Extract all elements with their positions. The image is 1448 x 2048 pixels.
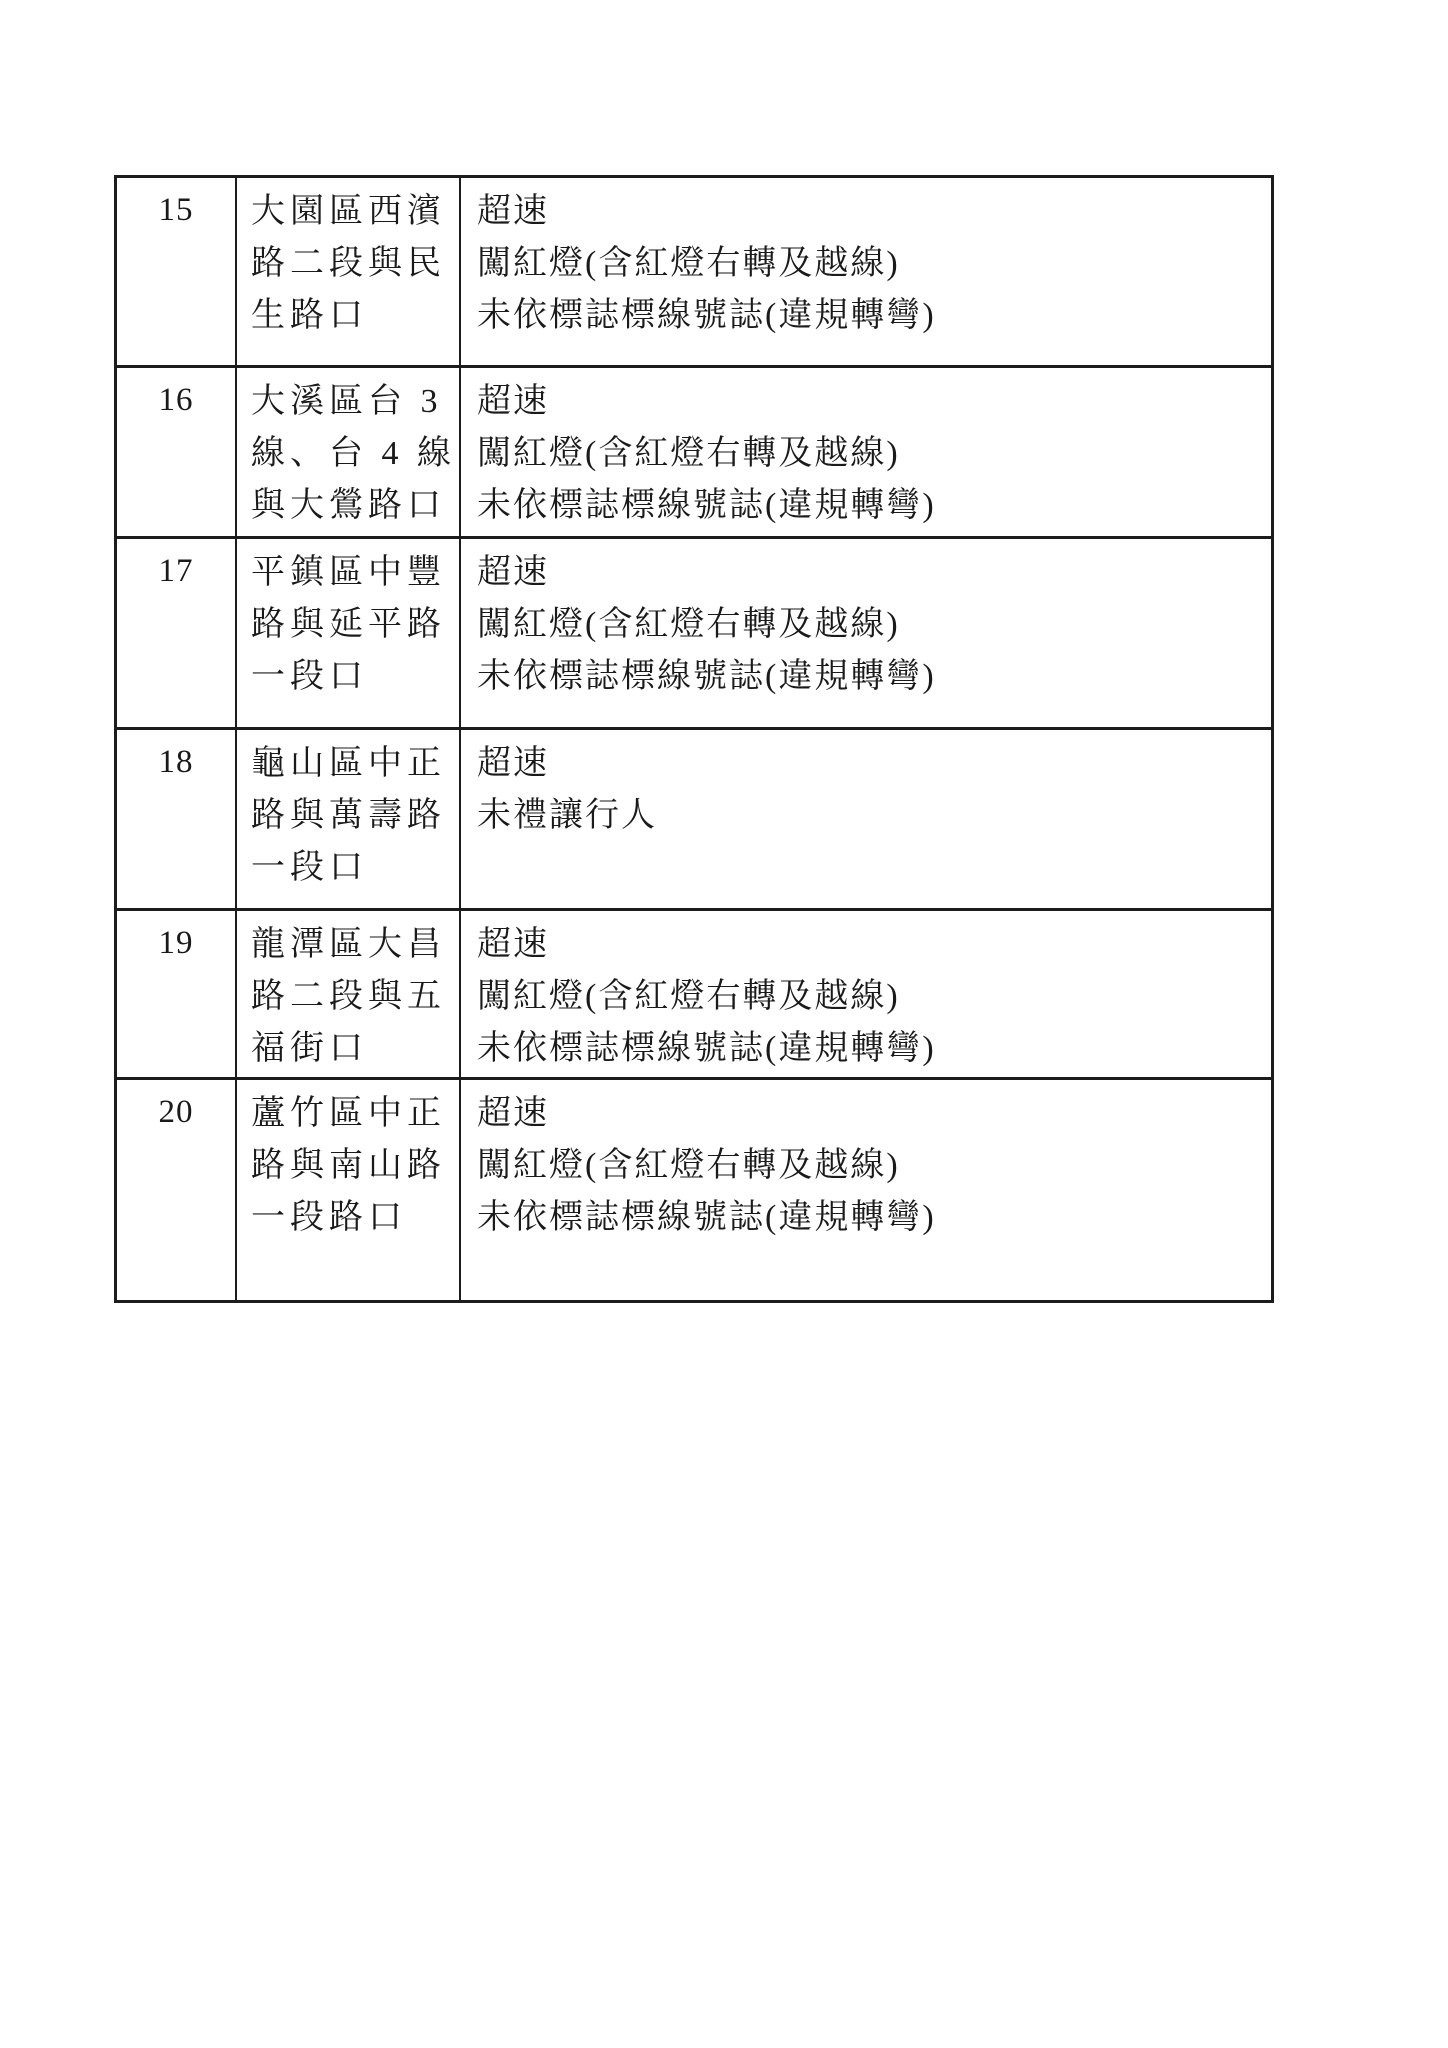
violation-line: 未依標誌標線號誌(違規轉彎) xyxy=(477,658,936,695)
violation-line: 闖紅燈(含紅燈右轉及越線) xyxy=(477,606,900,643)
row-number: 20 xyxy=(158,1094,194,1130)
violation-line: 未依標誌標線號誌(違規轉彎) xyxy=(477,297,936,334)
table-row xyxy=(117,178,1271,368)
location-line: 與大鶯路口 xyxy=(251,487,446,524)
row-number: 19 xyxy=(158,925,194,961)
location-line: 一段口 xyxy=(251,849,368,886)
row-number: 18 xyxy=(158,744,194,780)
location-cell xyxy=(237,178,461,365)
violation-line: 未禮讓行人 xyxy=(477,797,657,834)
row-number-cell xyxy=(117,911,237,1077)
location-line: 龜山區中正 xyxy=(251,745,446,782)
location-line: 線、台 4 線 xyxy=(251,435,456,472)
table-row xyxy=(117,911,1271,1080)
violations-cell xyxy=(461,368,1271,536)
violations-cell xyxy=(461,911,1271,1077)
location-line: 一段路口 xyxy=(251,1199,407,1236)
row-number-cell xyxy=(117,730,237,908)
location-line: 生路口 xyxy=(251,297,368,334)
violation-line: 闖紅燈(含紅燈右轉及越線) xyxy=(477,978,900,1015)
violation-line: 超速 xyxy=(477,745,549,782)
location-cell xyxy=(237,368,461,536)
location-line: 路與南山路 xyxy=(251,1147,446,1184)
row-number-cell xyxy=(117,368,237,536)
location-line: 路與延平路 xyxy=(251,606,446,643)
row-number-cell xyxy=(117,539,237,727)
violation-line: 超速 xyxy=(477,926,549,963)
location-line: 路二段與民 xyxy=(251,245,446,282)
violations-cell xyxy=(461,1080,1271,1300)
location-line: 龍潭區大昌 xyxy=(251,926,446,963)
location-cell xyxy=(237,911,461,1077)
violation-line: 闖紅燈(含紅燈右轉及越線) xyxy=(477,1147,900,1184)
violation-line: 超速 xyxy=(477,554,549,591)
row-number-cell xyxy=(117,1080,237,1300)
location-line: 蘆竹區中正 xyxy=(251,1095,446,1132)
violations-cell xyxy=(461,730,1271,908)
location-line: 大溪區台 3 xyxy=(251,383,443,420)
table-row xyxy=(117,539,1271,730)
violation-line: 超速 xyxy=(477,1095,549,1132)
location-cell xyxy=(237,539,461,727)
violation-line: 未依標誌標線號誌(違規轉彎) xyxy=(477,1199,936,1236)
violation-table xyxy=(114,175,1274,1303)
location-cell xyxy=(237,730,461,908)
row-number-cell xyxy=(117,178,237,365)
violation-line: 未依標誌標線號誌(違規轉彎) xyxy=(477,487,936,524)
row-number: 17 xyxy=(158,553,194,589)
row-number: 15 xyxy=(158,192,194,228)
location-line: 路二段與五 xyxy=(251,978,446,1015)
violations-cell xyxy=(461,178,1271,365)
violation-line: 闖紅燈(含紅燈右轉及越線) xyxy=(477,245,900,282)
table-row xyxy=(117,1080,1271,1300)
location-line: 路與萬壽路 xyxy=(251,797,446,834)
violation-line: 闖紅燈(含紅燈右轉及越線) xyxy=(477,435,900,472)
violation-line: 超速 xyxy=(477,193,549,230)
table-row xyxy=(117,730,1271,911)
violation-line: 未依標誌標線號誌(違規轉彎) xyxy=(477,1030,936,1067)
violation-line: 超速 xyxy=(477,383,549,420)
violations-cell xyxy=(461,539,1271,727)
location-line: 平鎮區中豐 xyxy=(251,554,446,591)
location-cell xyxy=(237,1080,461,1300)
table-row xyxy=(117,368,1271,539)
location-line: 一段口 xyxy=(251,658,368,695)
row-number: 16 xyxy=(158,382,194,418)
location-line: 福街口 xyxy=(251,1030,368,1067)
location-line: 大園區西濱 xyxy=(251,193,446,230)
